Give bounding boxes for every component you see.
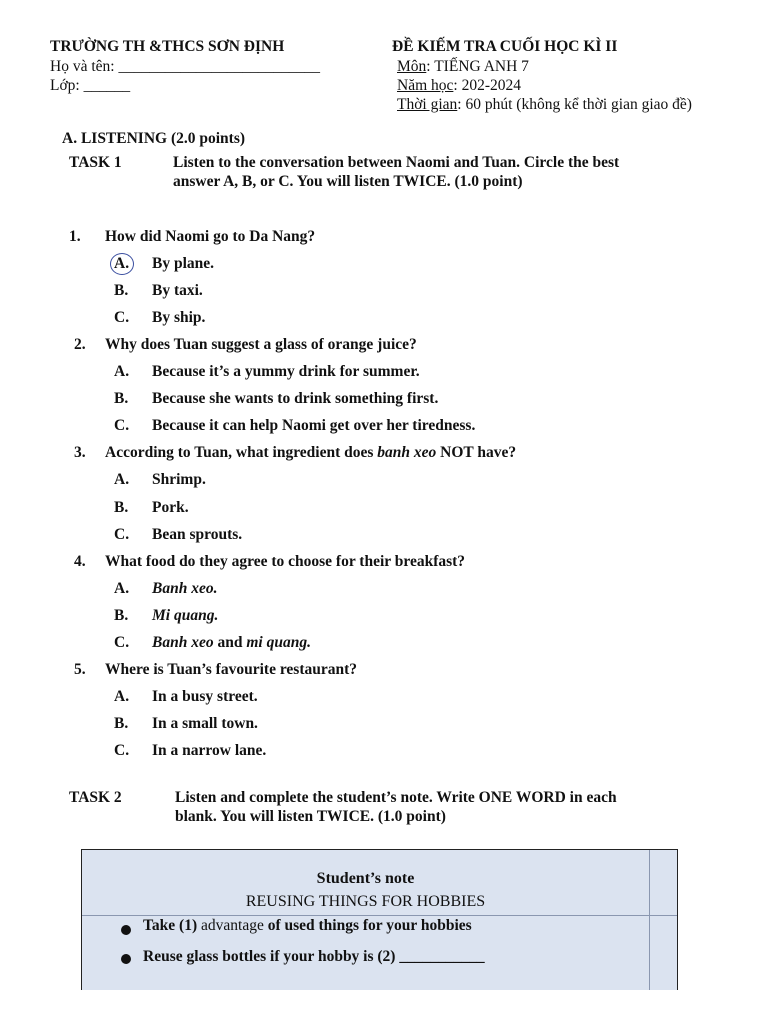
note-item-2: Reuse glass bottles if your hobby is (2) ___________ <box>143 948 485 965</box>
bullet-icon <box>121 954 131 964</box>
time-line <box>397 96 692 114</box>
option-letter: A. <box>114 580 130 597</box>
subject-key: Môn <box>397 58 427 75</box>
option-letter: C. <box>114 742 130 759</box>
option-text: Pork. <box>152 499 189 516</box>
option-text: Mi quang. <box>152 607 219 624</box>
option-italic-term: mi quang. <box>246 634 311 651</box>
student-note-box <box>81 849 678 990</box>
option-letter: B. <box>114 715 129 732</box>
question-stem: What food do they agree to choose for their breakfast? <box>105 553 466 570</box>
option-text <box>152 634 311 652</box>
note-item-part: Take (1) <box>143 917 201 934</box>
option-text: By taxi. <box>152 282 203 299</box>
time-key: Thời gian <box>397 96 458 113</box>
option-letter: A. <box>114 471 130 488</box>
option-letter: B. <box>114 390 129 407</box>
option-text: Shrimp. <box>152 471 206 488</box>
question-number: 5. <box>74 661 86 678</box>
option-text: By ship. <box>152 309 206 326</box>
note-item-part: of used things for your hobbies <box>263 917 472 934</box>
option-text: Because it’s a yummy drink for summer. <box>152 363 420 380</box>
task2-instruction-2: blank. You will listen TWICE. (1.0 point) <box>175 808 446 825</box>
stem-part: According to Tuan, what ingredient does <box>105 444 378 461</box>
task1-instruction-2: answer A, B, or C. You will listen TWICE. (1.0 point) <box>173 173 523 190</box>
option-text: In a busy street. <box>152 688 258 705</box>
task1-instruction-1: Listen to the conversation between Naomi and Tuan. Circle the best <box>173 154 620 171</box>
question-stem: How did Naomi go to Da Nang? <box>105 228 316 245</box>
option-text: In a small town. <box>152 715 258 732</box>
school-name: TRƯỜNG TH &THCS SƠN ĐỊNH <box>50 38 285 55</box>
option-letter: B. <box>114 499 129 516</box>
question-stem <box>105 444 516 462</box>
bullet-icon <box>121 925 131 935</box>
note-answer: advantage <box>201 917 264 934</box>
option-letter: A. <box>114 688 130 705</box>
option-letter: C. <box>114 417 130 434</box>
time-value: : 60 phút (không kể thời gian giao đề) <box>457 96 692 113</box>
subject-line <box>397 58 529 76</box>
question-stem: Where is Tuan’s favourite restaurant? <box>105 661 358 678</box>
subject-value: : TIẾNG ANH 7 <box>426 58 529 75</box>
student-name-field: Họ và tên: __________________________ <box>50 58 320 75</box>
option-letter: C. <box>114 309 130 326</box>
option-text: Because she wants to drink something first. <box>152 390 439 407</box>
year-line <box>397 77 521 95</box>
option-text: In a narrow lane. <box>152 742 267 759</box>
note-subtitle: REUSING THINGS FOR HOBBIES <box>245 893 486 910</box>
option-letter: B. <box>114 607 129 624</box>
note-title: Student’s note <box>316 870 415 887</box>
option-text: Because it can help Naomi get over her tiredness. <box>152 417 476 434</box>
question-number: 4. <box>74 553 86 570</box>
section-a-title: A. LISTENING (2.0 points) <box>62 130 246 147</box>
table-column-divider <box>649 850 650 990</box>
question-number: 3. <box>74 444 86 461</box>
year-key: Năm học <box>397 77 454 94</box>
task2-instruction-1: Listen and complete the student’s note. Write ONE WORD in each <box>175 789 617 806</box>
task1-label: TASK 1 <box>69 154 122 171</box>
option-letter: A. <box>114 255 130 272</box>
option-text: By plane. <box>152 255 215 272</box>
question-stem: Why does Tuan suggest a glass of orange juice? <box>105 336 417 353</box>
option-letter: C. <box>114 634 130 651</box>
option-italic-term: Banh xeo <box>152 634 214 651</box>
note-item-1 <box>143 917 472 935</box>
stem-part: NOT have? <box>436 444 517 461</box>
class-field: Lớp: ______ <box>50 77 131 94</box>
question-number: 2. <box>74 336 86 353</box>
question-number: 1. <box>69 228 81 245</box>
year-value: : 202-2024 <box>453 77 521 94</box>
stem-italic-term: banh xeo <box>377 444 437 461</box>
task2-label: TASK 2 <box>69 789 122 806</box>
option-letter: A. <box>114 363 130 380</box>
option-letter: B. <box>114 282 129 299</box>
option-letter: C. <box>114 526 130 543</box>
exam-title: ĐỀ KIẾM TRA CUỐI HỌC KÌ II <box>392 38 618 55</box>
option-part: and <box>213 634 247 651</box>
option-text: Bean sprouts. <box>152 526 243 543</box>
option-text: Banh xeo. <box>152 580 218 597</box>
table-row-divider <box>82 915 677 916</box>
